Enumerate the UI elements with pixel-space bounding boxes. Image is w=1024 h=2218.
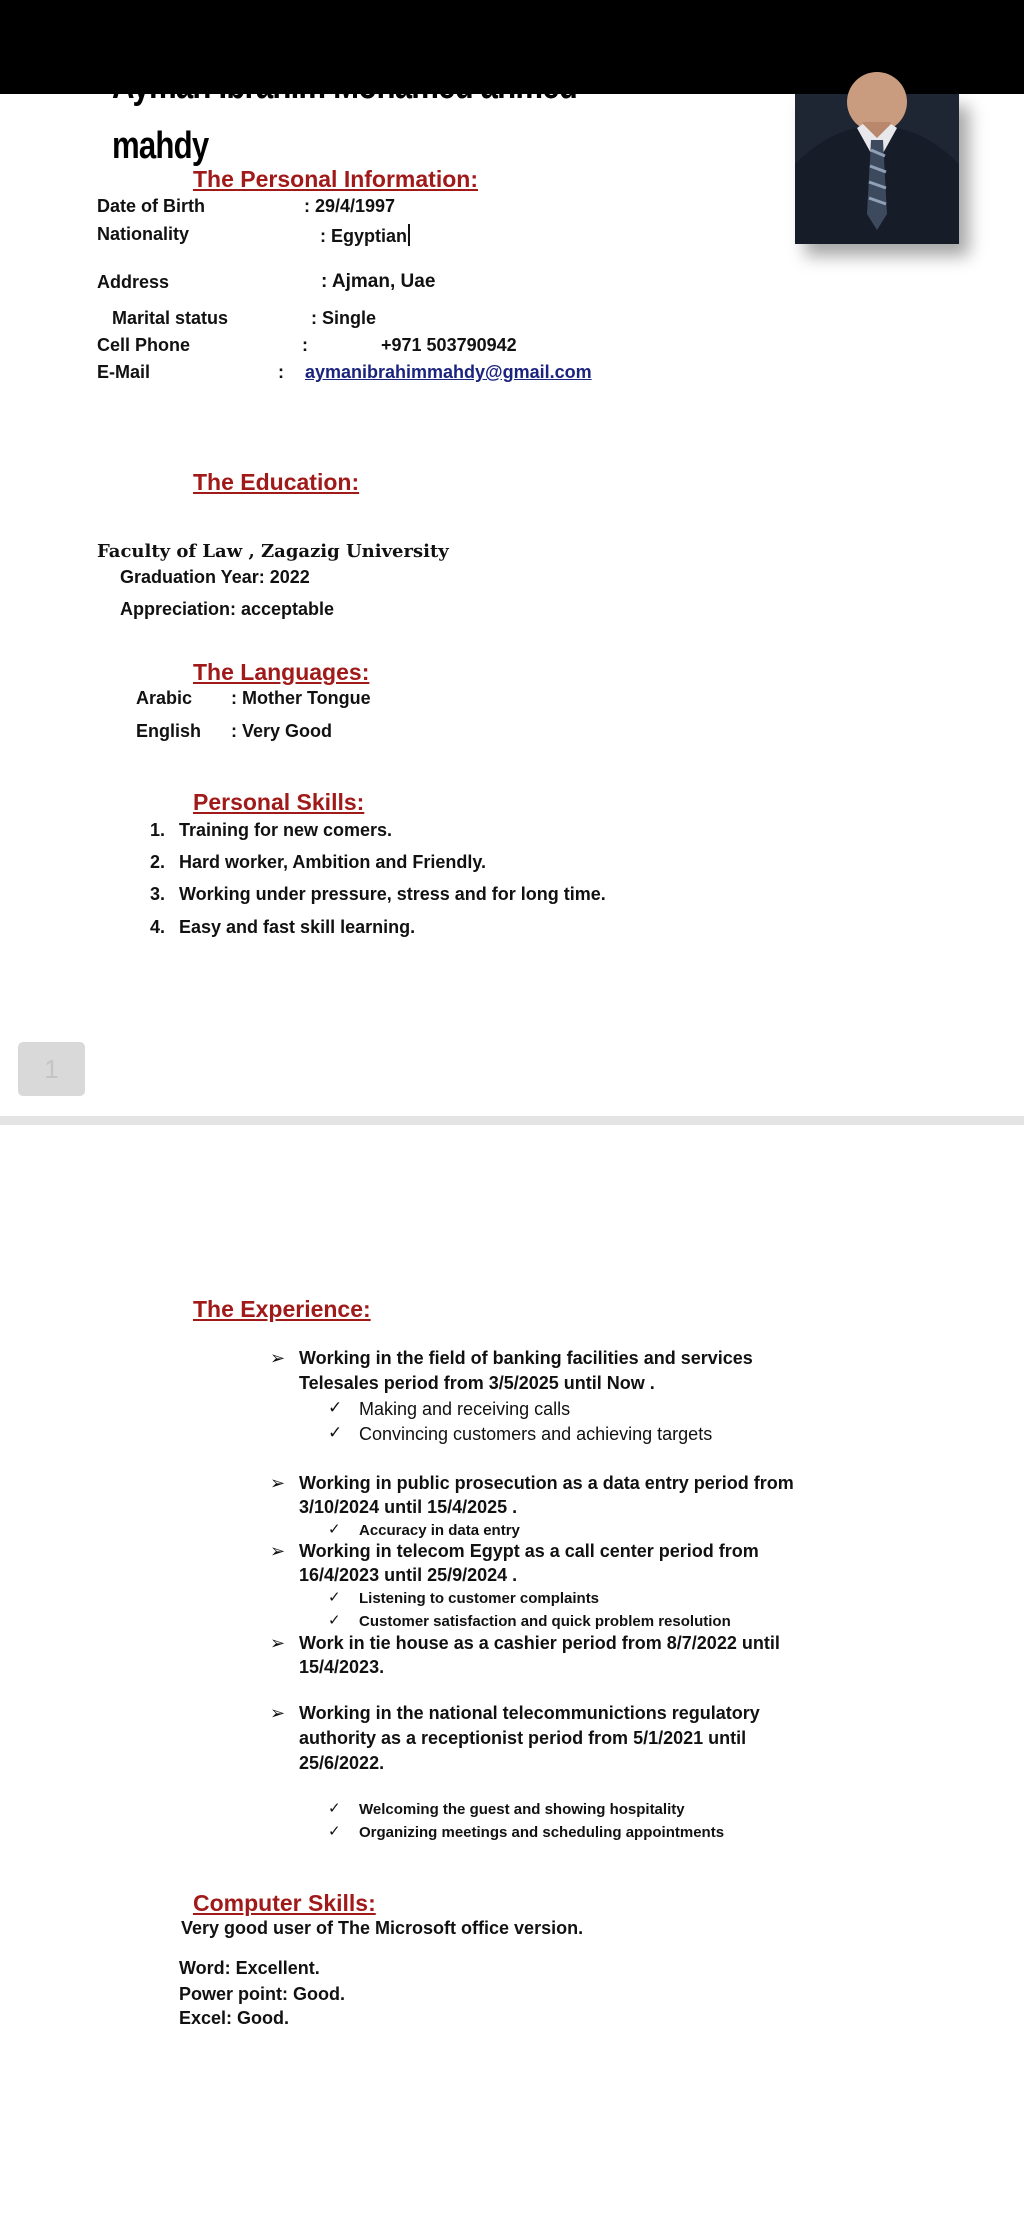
arrow-bullet-icon: ➢: [270, 1633, 286, 1653]
page-divider: [0, 1116, 1024, 1125]
computer-skills-heading: Computer Skills:: [193, 1890, 376, 1916]
check-icon: ✓: [328, 1423, 343, 1442]
email-colon: :: [278, 362, 284, 382]
arrow-bullet-icon: ➢: [270, 1703, 286, 1723]
language-level-arabic: : Mother Tongue: [231, 688, 371, 708]
check-icon: ✓: [328, 1823, 341, 1840]
job5-line1: Working in the national telecommunictions regulatory: [299, 1703, 760, 1723]
email-label: E-Mail: [97, 362, 151, 382]
check-icon: ✓: [328, 1398, 343, 1417]
job3-line2: 16/4/2023 until 25/9/2024 .: [299, 1565, 518, 1585]
languages-heading: The Languages:: [193, 659, 370, 685]
job5-line3: 25/6/2022.: [299, 1753, 385, 1773]
dob-value: : 29/4/1997: [304, 196, 396, 216]
job2-line1: Working in public prosecution as a data entry period from: [299, 1473, 794, 1493]
computer-word: Word: Excellent.: [179, 1958, 320, 1978]
phone-label: Cell Phone: [97, 335, 191, 355]
experience-heading: The Experience:: [193, 1296, 371, 1322]
job5-line2: authority as a receptionist period from 5/1/2021 until: [299, 1728, 747, 1748]
skill-item: Training for new comers.: [179, 820, 393, 840]
check-icon: ✓: [328, 1589, 341, 1606]
education-heading: The Education:: [193, 469, 360, 495]
check-icon: ✓: [328, 1800, 341, 1817]
skill-number: 3.: [150, 884, 166, 904]
computer-powerpoint: Power point: Good.: [179, 1984, 345, 2004]
text-cursor: [408, 224, 410, 246]
skills-heading: Personal Skills:: [193, 789, 365, 815]
email-link[interactable]: aymanibrahimmahdy@gmail.com: [305, 362, 592, 382]
marital-label: Marital status: [112, 308, 229, 328]
appreciation: Appreciation: acceptable: [120, 599, 335, 619]
profile-photo: [795, 94, 959, 244]
language-level-english: : Very Good: [231, 721, 333, 741]
job2-task1: Accuracy in data entry: [359, 1522, 520, 1539]
arrow-bullet-icon: ➢: [270, 1473, 286, 1493]
job5-task1: Welcoming the guest and showing hospitality: [359, 1801, 685, 1818]
graduation-year: Graduation Year: 2022: [120, 567, 310, 587]
job1-line2: Telesales period from 3/5/2025 until Now .: [299, 1373, 655, 1393]
job3-line1: Working in telecom Egypt as a call center period from: [299, 1541, 759, 1561]
job3-task2: Customer satisfaction and quick problem resolution: [359, 1613, 731, 1630]
personal-info-heading: The Personal Information:: [193, 166, 478, 192]
candidate-name: Ayman Ibrahim Mohamed ahmed mahdy: [112, 65, 577, 167]
check-icon: ✓: [328, 1521, 341, 1538]
nationality-label: Nationality: [97, 224, 190, 244]
address-value: : Ajman, Uae: [321, 271, 436, 292]
arrow-bullet-icon: ➢: [270, 1348, 286, 1368]
job1-task2: Convincing customers and achieving targets: [359, 1424, 713, 1444]
job2-line2: 3/10/2024 until 15/4/2025 .: [299, 1497, 518, 1517]
skill-number: 2.: [150, 852, 166, 872]
language-name-arabic: Arabic: [136, 688, 193, 708]
job3-task1: Listening to customer complaints: [359, 1590, 600, 1607]
job4-line1: Work in tie house as a cashier period from 8/7/2022 until: [299, 1633, 780, 1653]
profile-photo-graphic: [795, 94, 959, 244]
computer-excel: Excel: Good.: [179, 2008, 290, 2028]
marital-value: : Single: [311, 308, 377, 328]
skill-number: 4.: [150, 917, 166, 937]
job1-line1: Working in the field of banking facilities and services: [299, 1348, 753, 1368]
skill-item: Easy and fast skill learning.: [179, 917, 416, 937]
nationality-value: : Egyptian: [320, 226, 408, 246]
computer-intro: Very good user of The Microsoft office version.: [181, 1918, 584, 1938]
skill-number: 1.: [150, 820, 166, 840]
nationality-value-wrap: [320, 224, 410, 247]
language-name-english: English: [136, 721, 202, 741]
address-label: Address: [97, 272, 170, 292]
job4-line2: 15/4/2023.: [299, 1657, 385, 1677]
job1-task1: Making and receiving calls: [359, 1399, 571, 1419]
check-icon: ✓: [328, 1612, 341, 1629]
skill-item: Hard worker, Ambition and Friendly.: [179, 852, 487, 872]
skill-item: Working under pressure, stress and for long time.: [179, 884, 606, 904]
page-number-badge[interactable]: 1: [18, 1042, 85, 1096]
dob-label: Date of Birth: [97, 196, 205, 216]
job5-task2: Organizing meetings and scheduling appointments: [359, 1824, 725, 1841]
phone-value: +971 503790942: [381, 335, 517, 355]
arrow-bullet-icon: ➢: [270, 1541, 286, 1561]
phone-colon: :: [302, 335, 308, 355]
education-school: Faculty of Law , Zagazig University: [97, 541, 449, 562]
